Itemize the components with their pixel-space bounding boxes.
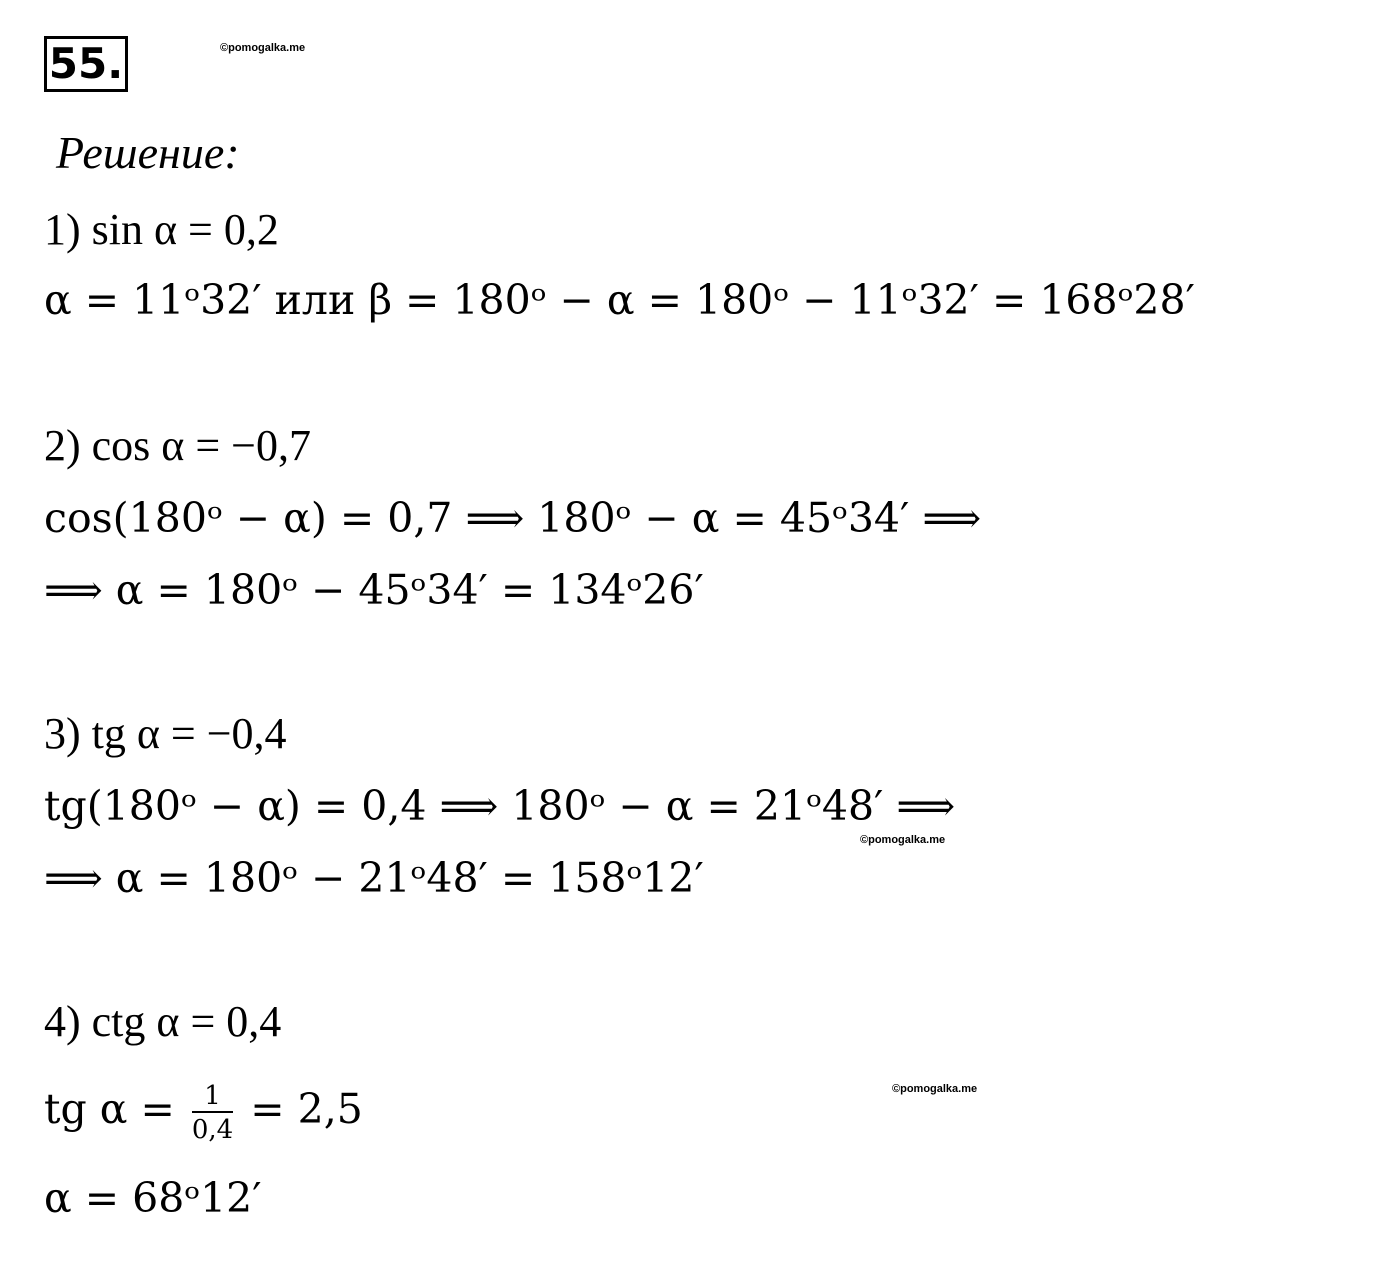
step-3-label: 3) tg α = −0,4 (44, 709, 287, 758)
solution-heading: Решение: (56, 127, 240, 178)
fraction-prefix: tg α = (44, 1085, 175, 1133)
step-2-label: 2) cos α = −0,7 (44, 421, 311, 470)
fraction-suffix: = 2,5 (250, 1085, 363, 1133)
step-1-label: 1) sin α = 0,2 (44, 205, 279, 254)
step-4-fraction-line (44, 1064, 363, 1154)
fraction (192, 1081, 233, 1145)
step-1-result: α = 11ᵒ32′ или β = 180ᵒ − α = 180ᵒ − 11ᵒ32′ = 168ᵒ28′ (44, 276, 1195, 324)
problem-number: 55. (44, 36, 128, 92)
step-3-line-1: tg(180ᵒ − α) = 0,4 ⟹ 180ᵒ − α = 21ᵒ48′ ⟹ (44, 782, 956, 830)
watermark-top: ©pomogalka.me (220, 42, 306, 54)
step-2-line-1: cos(180ᵒ − α) = 0,7 ⟹ 180ᵒ − α = 45ᵒ34′ ⟹ (44, 494, 982, 542)
step-4-label: 4) ctg α = 0,4 (44, 997, 282, 1046)
step-2-line-2: ⟹ α = 180ᵒ − 45ᵒ34′ = 134ᵒ26′ (44, 566, 704, 614)
watermark-bottom: ©pomogalka.me (892, 1083, 978, 1095)
step-3-line-2: ⟹ α = 180ᵒ − 21ᵒ48′ = 158ᵒ12′ (44, 854, 704, 902)
fraction-denominator: 0,4 (192, 1111, 233, 1145)
watermark-middle: ©pomogalka.me (860, 834, 946, 846)
fraction-numerator: 1 (204, 1080, 221, 1111)
step-4-result: α = 68ᵒ12′ (44, 1174, 262, 1222)
